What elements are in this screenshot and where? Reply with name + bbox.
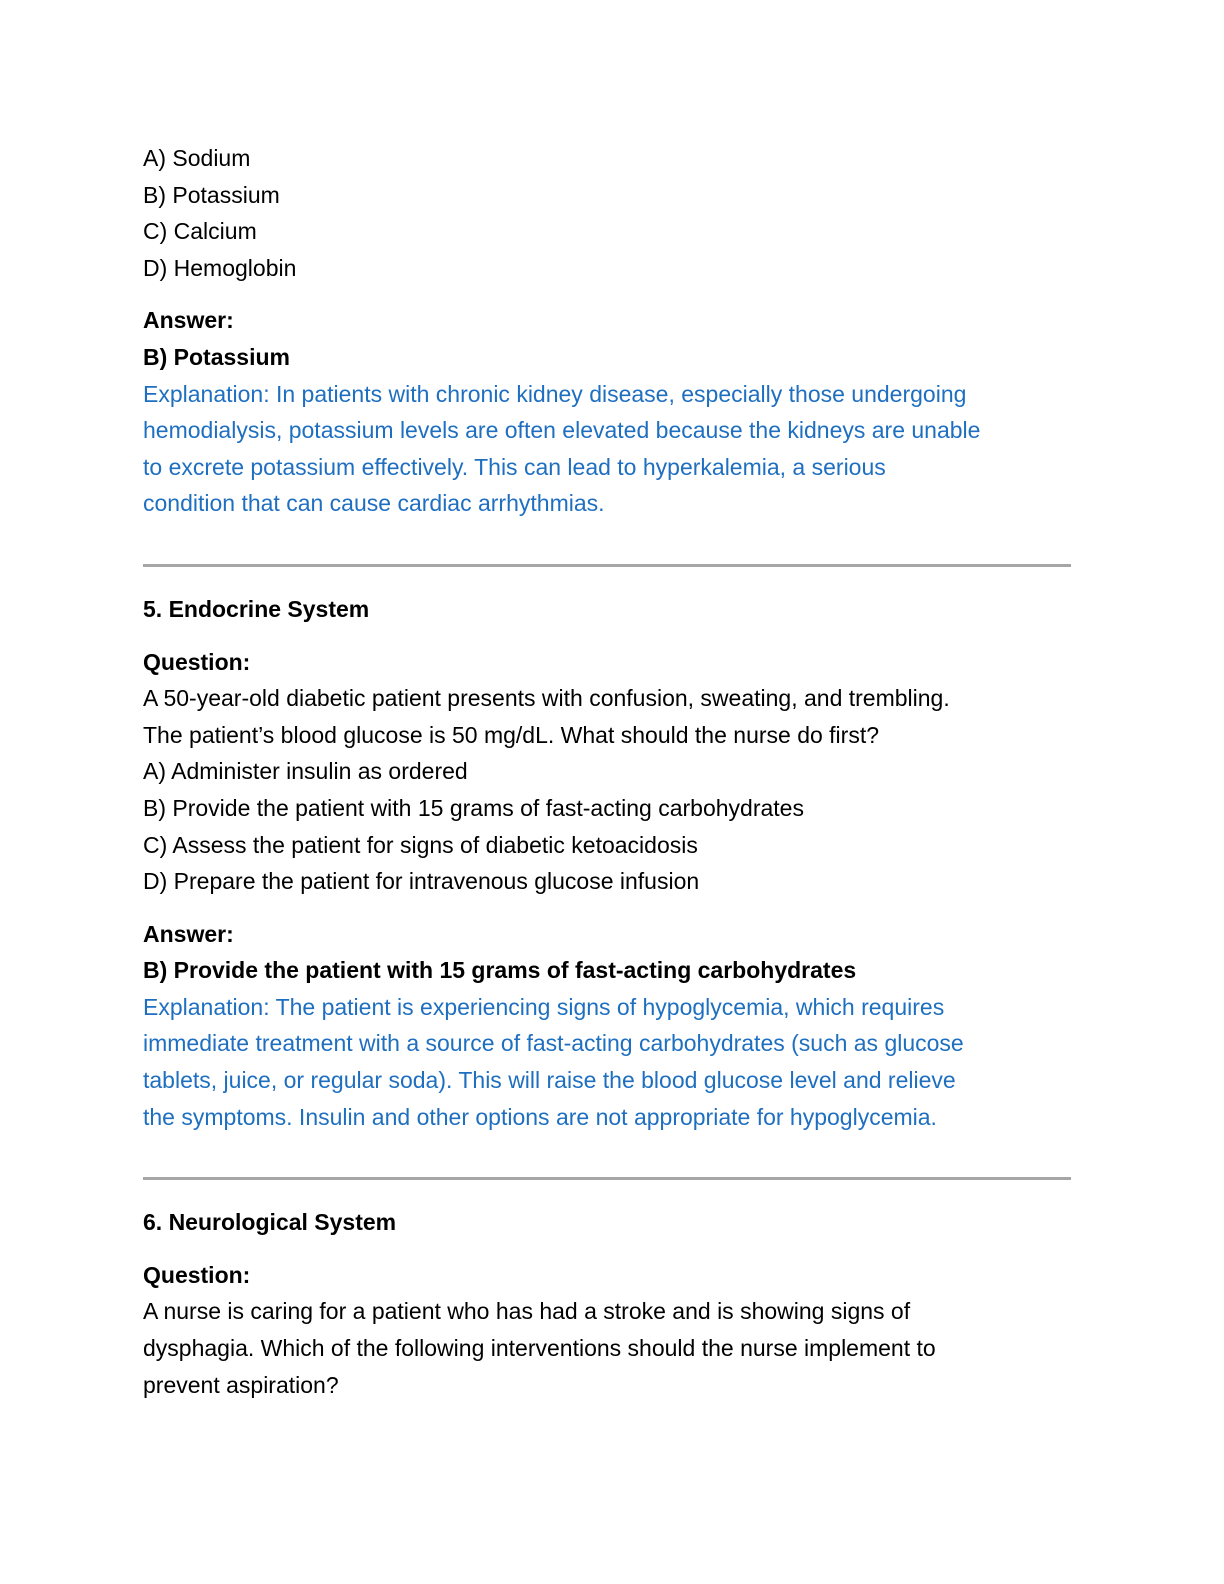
answer-text: B) Provide the patient with 15 grams of fast-acting carbohydrates [143, 957, 857, 984]
question-label: Question: [143, 1261, 251, 1288]
s5-options [143, 753, 1073, 899]
question-line: The patient’s blood glucose is 50 mg/dL. What should the nurse do first? [143, 721, 880, 748]
section-title: 6. Neurological System [143, 1209, 397, 1236]
document-page [143, 140, 1073, 1403]
option-c: C) Assess the patient for signs of diabetic ketoacidosis [143, 831, 698, 858]
question-text [143, 680, 1073, 753]
q4-options [143, 140, 1073, 286]
explanation [143, 989, 1073, 1135]
option-a: A) Administer insulin as ordered [143, 758, 468, 785]
explanation-line: Explanation: The patient is experiencing signs of hypoglycemia, which requires [143, 993, 945, 1020]
option-b: B) Potassium [143, 181, 280, 208]
option-b: B) Provide the patient with 15 grams of fast-acting carbohydrates [143, 794, 804, 821]
explanation-line: hemodialysis, potassium levels are often elevated because the kidneys are unable [143, 417, 981, 444]
explanation-line: Explanation: In patients with chronic kidney disease, especially those undergoing [143, 380, 967, 407]
question-line: prevent aspiration? [143, 1371, 339, 1398]
option-c: C) Calcium [143, 218, 257, 245]
question-label: Question: [143, 648, 251, 675]
explanation [143, 376, 1073, 522]
explanation-line: tablets, juice, or regular soda). This will raise the blood glucose level and relieve [143, 1067, 956, 1094]
question-text [143, 1293, 1073, 1403]
question-line: A 50-year-old diabetic patient presents with confusion, sweating, and trembling. [143, 685, 950, 712]
question-line: dysphagia. Which of the following interventions should the nurse implement to [143, 1335, 936, 1362]
explanation-line: condition that can cause cardiac arrhythmias. [143, 490, 605, 517]
explanation-line: immediate treatment with a source of fast-acting carbohydrates (such as glucose [143, 1030, 964, 1057]
answer-label: Answer: [143, 920, 234, 947]
option-a: A) Sodium [143, 145, 251, 171]
question-line: A nurse is caring for a patient who has had a stroke and is showing signs of [143, 1298, 911, 1325]
option-d: D) Hemoglobin [143, 254, 297, 281]
option-d: D) Prepare the patient for intravenous glucose infusion [143, 868, 700, 895]
answer-text: B) Potassium [143, 343, 290, 370]
explanation-line: the symptoms. Insulin and other options are not appropriate for hypoglycemia. [143, 1103, 937, 1130]
answer-label: Answer: [143, 307, 234, 334]
section-title: 5. Endocrine System [143, 595, 370, 622]
explanation-line: to excrete potassium effectively. This can lead to hyperkalemia, a serious [143, 453, 886, 480]
